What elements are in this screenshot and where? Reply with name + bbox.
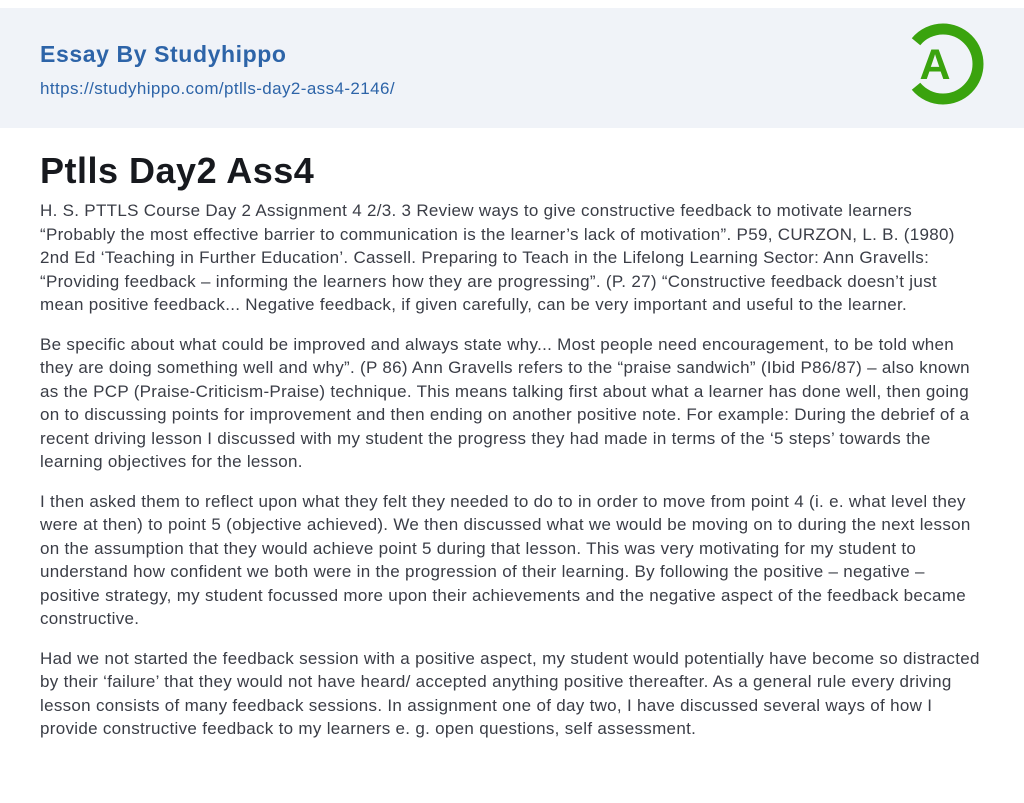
page-header: [0, 8, 1024, 128]
essay-paragraph: I then asked them to reflect upon what they felt they needed to do to in order to move from point 4 (i. e. what level they were at then) to point 5 (objective achieved). We then discussed what we would be moving on to during the next lesson on the assumption that they would achieve point 5 during that lesson. This was very motivating for my student to understand how confident we both were in the progression of their learning. By following the positive – negative – positive strategy, my student focussed more upon their achievements and the negative aspect of the feedback became constructive.: [40, 491, 971, 629]
page-title: Ptlls Day2 Ass4: [40, 150, 315, 191]
studyhippo-logo: [888, 16, 984, 112]
source-url-link[interactable]: https://studyhippo.com/ptlls-day2-ass4-2146/: [40, 79, 395, 98]
page-top-margin: [0, 0, 1024, 8]
essay-paragraph: Be specific about what could be improved and always state why... Most people need encouragement, to be told when they are doing something well and why”. (P 86) Ann Gravells refers to the “praise sandwich” (Ibid P86/87) – also known as the PCP (Praise-Criticism-Praise) technique. This means talking first about what a learner has done well, then going on to discussing points for improvement and then ending on another positive note. For example: During the debrief of a recent driving lesson I discussed with my student the progress they had made in terms of the ‘5 steps’ towards the learning objectives for the lesson.: [40, 334, 970, 472]
logo-arc-icon: [888, 16, 984, 112]
article: [0, 128, 1024, 741]
essay-paragraph: H. S. PTTLS Course Day 2 Assignment 4 2/3. 3 Review ways to give constructive feedback to motivate learners “Probably the most effective barrier to communication is the learner’s lack of motivation”. P59, CURZON, L. B. (1980) 2nd Ed ‘Teaching in Further Education’. Cassell. Preparing to Teach in the Lifelong Learning Sector: Ann Gravells: “Providing feedback – informing the learners how they are progressing”. (P. 27) “Constructive feedback doesn’t just mean positive feedback... Negative feedback, if given carefully, can be very important and useful to the learner.: [40, 201, 955, 315]
essay-paragraph: Had we not started the feedback session with a positive aspect, my student would potentially have become so distracted by their ‘failure’ that they would not have heard/ accepted anything positive thereafter. As a general rule every driving lesson consists of many feedback sessions. In assignment one of day two, I have discussed several ways of how I provide constructive feedback to my learners e. g. open questions, self assessment.: [40, 648, 980, 739]
site-title: Essay By Studyhippo: [40, 41, 287, 67]
logo-letter: A: [919, 41, 951, 89]
header-text-block: [40, 41, 395, 99]
